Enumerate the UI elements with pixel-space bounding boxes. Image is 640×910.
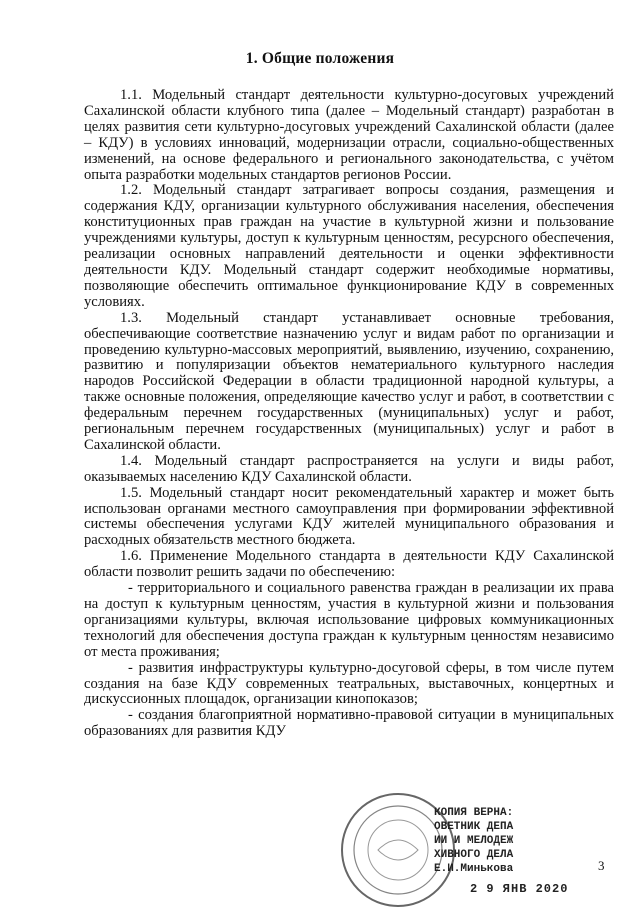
stamp-line-4: ХИВНОГО ДЕЛА: [434, 849, 514, 861]
bullet-item-1: - территориального и социального равенства граждан в реализации их права на доступ к культурным ценностям, участия в культурной жизни и пользования организациями культуры, включая использование цифровых коммуникационных технологий для обеспечения доступа граждан к культурным ценностям независимо от места проживания;: [84, 580, 614, 660]
stamp-date: 2 9 ЯНВ 2020: [470, 882, 569, 896]
stamp-line-1: КОПИЯ ВЕРНА:: [434, 807, 514, 819]
bullet-item-2: - развития инфраструктуры культурно-досуговой сферы, в том числе путем создания на базе КДУ современных театральных, выставочных, концертных и дискуссионных площадок, организации кинопоказов;: [84, 659, 614, 708]
stamp-signer: Е.И.Минькова: [434, 863, 514, 875]
paragraph-1-6: 1.6. Применение Модельного стандарта в деятельности КДУ Сахалинской области позволит решить задачи по обеспечению:: [84, 548, 614, 581]
section-title: 1. Общие положения: [245, 50, 395, 67]
paragraph-1-1: 1.1. Модельный стандарт деятельности культурно-досуговых учреждений Сахалинской области клубного типа (далее – Модельный стандарт) разработан в целях развития сети культурно-досуговых учреждений Сахалинской области (далее – КДУ) в условиях инноваций, модернизации отрасли, социально-общественных изменений, на основе федерального и регионального законодательства, с учётом опыта разработки модельных стандартов регионов России.: [84, 87, 614, 183]
stamp-line-3: ИИ И МЕЛОДЕЖ: [434, 835, 514, 847]
paragraph-1-4: 1.4. Модельный стандарт распространяется на услуги и виды работ, оказываемых населению КДУ Сахалинской области.: [84, 452, 614, 485]
paragraph-1-5: 1.5. Модельный стандарт носит рекомендательный характер и может быть использован органами местного самоуправления при формировании эффективной системы обеспечения услугами КДУ жителей муниципального образования и расходных обязательств местного бюджета.: [84, 484, 614, 549]
page-number: 3: [598, 858, 605, 873]
stamp-line-2: ОВЕТНИК ДЕПА: [434, 821, 514, 833]
document-body: [84, 88, 614, 740]
paragraph-1-2: 1.2. Модельный стандарт затрагивает вопросы создания, размещения и содержания КДУ, организации культурного обслуживания населения, обеспечения конституционных прав граждан на участие в культурной жизни и пользование учреждениями культуры, доступ к культурным ценностям, ресурсного обеспечения, реализации основных направлений деятельности и оценки эффективности деятельности КДУ. Модельный стандарт содержит необходимые нормативы, позволяющие обеспечить оптимальное функционирование КДУ в современных условиях.: [84, 182, 614, 310]
bullet-item-3: - создания благоприятной нормативно-правовой ситуации в муниципальных образованиях для развития КДУ: [84, 707, 614, 740]
paragraph-1-3: 1.3. Модельный стандарт устанавливает основные требования, обеспечивающие соответствие назначению услуг и видам работ по организации и проведению культурно-массовых мероприятий, выявлению, изучению, сохранению, развитию и популяризации объектов нематериального культурного наследия народов Российской Федерации в области традиционной народной культуры, а также основные положения, определяющие качество услуг и работ, в соответствии с федеральным перечнем государственных (муниципальных) услуг и работ, региональным перечнем государственных (муниципальных) услуг и работ в Сахалинской области.: [84, 309, 614, 453]
